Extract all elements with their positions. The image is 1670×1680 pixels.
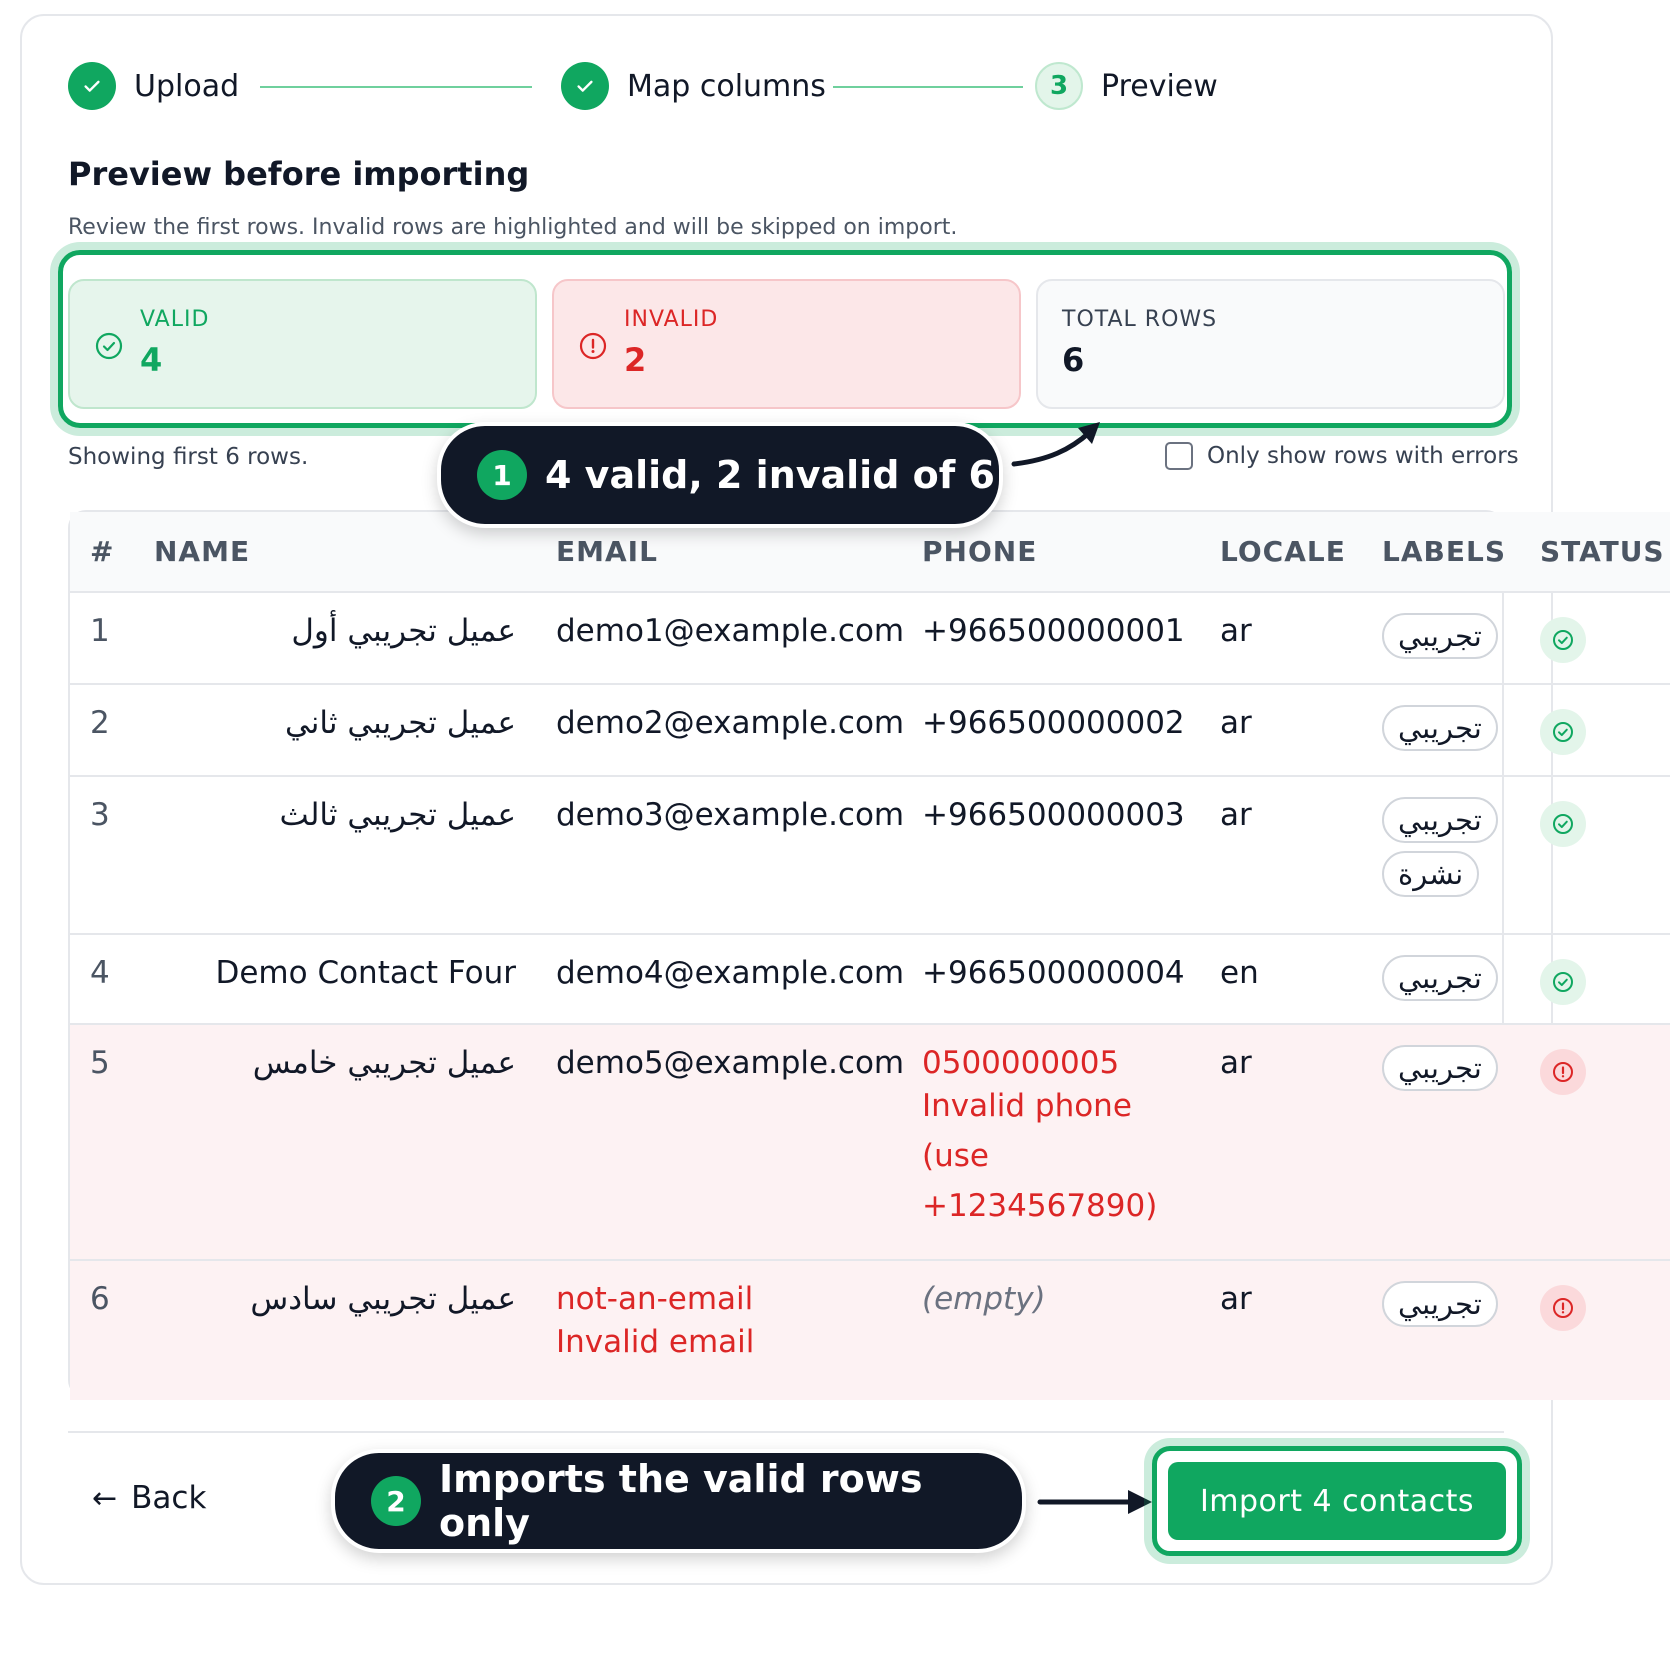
step-connector [833, 86, 1023, 88]
back-button[interactable] [92, 1480, 206, 1516]
contact-labels [1382, 776, 1540, 934]
contact-email: demo2@example.com [556, 684, 922, 776]
label-chip: تجريبي [1382, 705, 1498, 751]
stat-value: 6 [1062, 341, 1085, 379]
table-row [70, 684, 1670, 776]
callout-text: 4 valid, 2 invalid of 6 [545, 453, 995, 497]
contact-name: عميل تجريبي ثاني [154, 684, 556, 776]
contact-phone: +966500000002 [922, 684, 1220, 776]
callout-number: 2 [371, 1476, 421, 1526]
contact-email [556, 1260, 922, 1400]
row-number: 1 [70, 592, 154, 684]
arrow-left-icon: ← [92, 1480, 118, 1516]
contact-email: demo3@example.com [556, 776, 922, 934]
contact-locale: ar [1220, 1024, 1382, 1260]
contact-phone [922, 1260, 1220, 1400]
contact-email: demo1@example.com [556, 592, 922, 684]
only-errors-filter[interactable] [1165, 442, 1519, 470]
contact-labels [1382, 1260, 1540, 1400]
contact-name: عميل تجريبي خامس [154, 1024, 556, 1260]
contact-phone: +966500000003 [922, 776, 1220, 934]
stat-label: VALID [140, 307, 210, 332]
email-error-message: Invalid email [556, 1324, 755, 1360]
only-errors-checkbox[interactable] [1165, 442, 1193, 470]
contact-labels [1382, 592, 1540, 684]
page-title: Preview before importing [68, 155, 530, 193]
row-status [1540, 1024, 1670, 1260]
contact-email: demo5@example.com [556, 1024, 922, 1260]
contact-labels [1382, 684, 1540, 776]
table-row [70, 934, 1670, 1024]
invalid-email-value: not-an-email [556, 1281, 754, 1317]
contact-locale: en [1220, 934, 1382, 1024]
page-subtitle: Review the first rows. Invalid rows are highlighted and will be skipped on import. [68, 215, 958, 240]
step-label: Preview [1101, 68, 1218, 104]
footer-divider [68, 1431, 1504, 1433]
stat-label: TOTAL ROWS [1062, 307, 1218, 332]
preview-table [68, 510, 1665, 1398]
table-row-invalid [70, 1260, 1670, 1400]
step-preview[interactable] [1035, 61, 1218, 111]
phone-error-message: Invalid phone (use +1234567890) [922, 1088, 1158, 1224]
row-number: 2 [70, 684, 154, 776]
step-label: Map columns [627, 68, 826, 104]
stat-label: INVALID [624, 307, 719, 332]
step-connector [260, 86, 532, 88]
contact-name: عميل تجريبي سادس [154, 1260, 556, 1400]
row-number: 6 [70, 1260, 154, 1400]
callout-number: 1 [477, 450, 527, 500]
contact-email: demo4@example.com [556, 934, 922, 1024]
contact-name: عميل تجريبي أول [154, 592, 556, 684]
row-status [1540, 776, 1670, 934]
table-row-invalid [70, 1024, 1670, 1260]
callout-summary [437, 422, 1003, 528]
column-header-locale: LOCALE [1220, 512, 1382, 592]
contact-labels [1382, 934, 1540, 1024]
row-number: 3 [70, 776, 154, 934]
callout-text: Imports the valid rows only [439, 1457, 923, 1545]
contact-name: Demo Contact Four [154, 934, 556, 1024]
empty-phone: (empty) [922, 1281, 1046, 1317]
label-chip: تجريبي [1382, 1045, 1498, 1091]
row-status [1540, 684, 1670, 776]
column-header-phone: PHONE [922, 512, 1220, 592]
step-map-columns[interactable] [561, 61, 826, 111]
contact-phone: +966500000004 [922, 934, 1220, 1024]
valid-status-icon [1540, 617, 1586, 663]
row-number: 4 [70, 934, 154, 1024]
step-number: 3 [1035, 62, 1083, 110]
label-chip: تجريبي [1382, 1281, 1498, 1327]
label-chip: تجريبي [1382, 955, 1498, 1001]
showing-rows-text: Showing first 6 rows. [68, 444, 309, 470]
import-contacts-button[interactable]: Import 4 contacts [1168, 1462, 1506, 1540]
column-header-num: # [70, 512, 154, 592]
error-status-icon [1540, 1049, 1586, 1095]
valid-status-icon [1540, 801, 1586, 847]
row-status [1540, 934, 1670, 1024]
stat-value: 4 [140, 341, 163, 379]
invalid-phone-value: 0500000005 [922, 1045, 1120, 1081]
contact-locale: ar [1220, 776, 1382, 934]
contact-locale: ar [1220, 1260, 1382, 1400]
check-icon [561, 62, 609, 110]
table-row [70, 592, 1670, 684]
contact-phone [922, 1024, 1220, 1260]
table-row [70, 776, 1670, 934]
contact-labels [1382, 1024, 1540, 1260]
contact-phone: +966500000001 [922, 592, 1220, 684]
contact-locale: ar [1220, 592, 1382, 684]
column-header-labels: LABELS [1382, 512, 1540, 592]
column-header-status: STATUS [1540, 512, 1670, 592]
stepper [68, 61, 1228, 111]
only-errors-label: Only show rows with errors [1207, 443, 1519, 469]
valid-status-icon [1540, 709, 1586, 755]
label-chip: تجريبي [1382, 613, 1498, 659]
valid-status-icon [1540, 959, 1586, 1005]
contact-name: عميل تجريبي ثالث [154, 776, 556, 934]
stat-value: 2 [624, 341, 647, 379]
contact-locale: ar [1220, 684, 1382, 776]
row-status [1540, 592, 1670, 684]
label-chip: نشرة [1382, 851, 1479, 897]
column-header-name: NAME [154, 512, 556, 592]
row-status [1540, 1260, 1670, 1400]
error-status-icon [1540, 1285, 1586, 1331]
check-icon [68, 62, 116, 110]
back-label: Back [131, 1480, 207, 1516]
column-header-email: EMAIL [556, 512, 922, 592]
stats-highlight-ring [58, 250, 1512, 428]
label-chip: تجريبي [1382, 797, 1498, 843]
callout-import-note [331, 1449, 1026, 1553]
row-number: 5 [70, 1024, 154, 1260]
step-upload[interactable] [68, 61, 239, 111]
step-label: Upload [134, 68, 240, 104]
